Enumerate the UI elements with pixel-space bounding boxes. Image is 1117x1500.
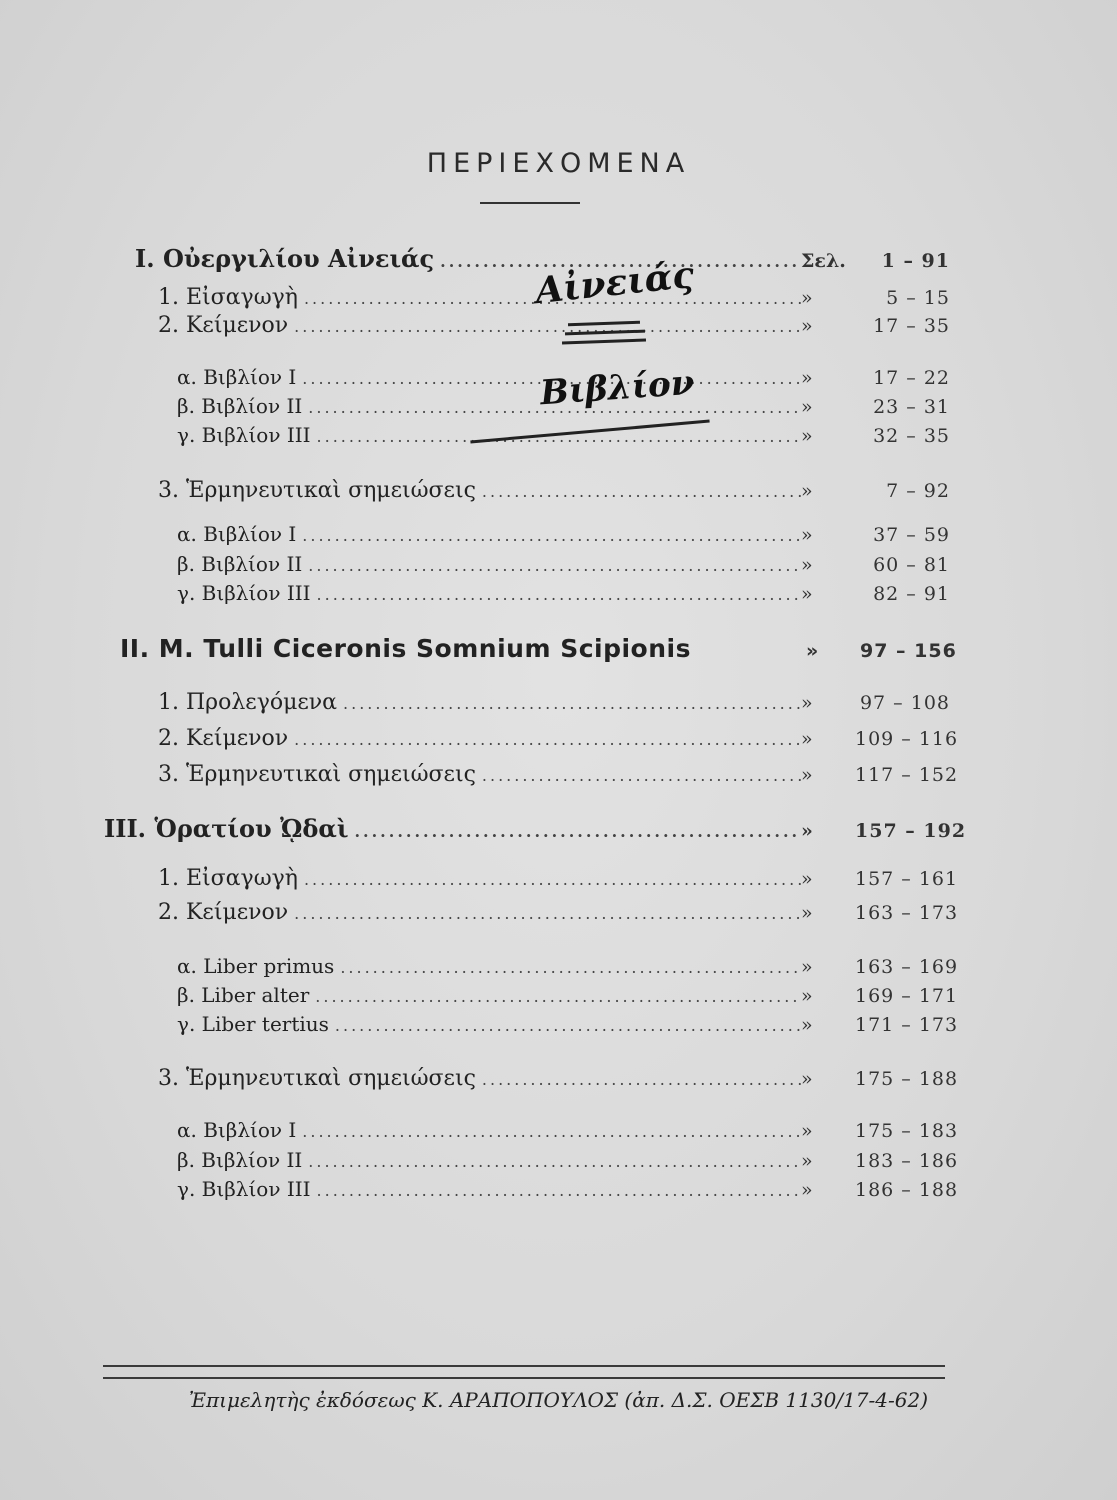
toc-label: β. Βιβλίον II xyxy=(177,1148,303,1172)
page-prefix: » xyxy=(801,728,813,750)
toc-label: 3. Ἑρμηνευτικαὶ σημειώσεις xyxy=(158,1066,476,1091)
page-range: 82 – 91 xyxy=(873,583,950,605)
toc-subentry xyxy=(177,954,959,978)
toc-entry xyxy=(158,313,950,338)
toc-subentry xyxy=(177,983,959,1007)
toc-label: III. Ὁρατίου ᾨδαὶ xyxy=(104,814,349,843)
dot-leader xyxy=(482,482,801,501)
page-range: 23 – 31 xyxy=(873,396,950,418)
dot-leader xyxy=(317,585,801,604)
page-range: 37 – 59 xyxy=(873,524,950,546)
dot-leader xyxy=(343,694,801,713)
dot-leader xyxy=(354,822,801,841)
toc-label: β. Liber alter xyxy=(177,983,310,1007)
toc-label: β. Βιβλίον II xyxy=(177,552,303,576)
page-prefix: » xyxy=(801,524,813,546)
footer-rule xyxy=(103,1365,945,1367)
page-range: 171 – 173 xyxy=(855,1014,959,1036)
dot-leader xyxy=(335,1016,801,1035)
footer-credit: Ἐπιμελητὴς ἐκδόσεως Κ. ΑΡΑΠΟΠΟΥΛΟΣ (ἀπ. Δ.Σ. ΟΕΣΒ 1130/17-4-62) xyxy=(188,1388,929,1412)
page-range: 175 – 183 xyxy=(855,1120,959,1142)
page-range: 157 – 161 xyxy=(855,868,959,890)
page-prefix: » xyxy=(801,1014,813,1036)
page-range: 32 – 35 xyxy=(873,425,950,447)
toc-entry xyxy=(158,726,959,751)
toc-entry xyxy=(158,762,959,787)
page-range: 183 – 186 xyxy=(855,1150,959,1172)
page-prefix: » xyxy=(801,1120,813,1142)
toc-section-3 xyxy=(104,814,967,843)
toc-label: γ. Βιβλίον III xyxy=(177,581,311,605)
dot-leader xyxy=(294,904,801,923)
page-prefix: » xyxy=(801,1179,813,1201)
dot-leader xyxy=(302,1122,801,1141)
page-prefix: » xyxy=(801,367,813,389)
toc-subentry xyxy=(177,1148,959,1172)
toc-label: 1. Εἰσαγωγὴ xyxy=(158,866,298,891)
footer-rule xyxy=(103,1377,945,1379)
toc-label: α. Βιβλίον I xyxy=(177,522,297,546)
page-prefix: » xyxy=(801,315,813,337)
dot-leader xyxy=(294,730,801,749)
page-prefix: » xyxy=(801,692,813,714)
toc-entry xyxy=(158,866,959,891)
page-range: 169 – 171 xyxy=(855,985,959,1007)
dot-leader xyxy=(308,556,801,575)
dot-leader xyxy=(317,427,801,446)
page-range: 97 – 156 xyxy=(860,640,957,662)
dot-leader xyxy=(294,317,801,336)
toc-label: I. Οὐεργιλίου Αἰνειάς xyxy=(135,244,435,273)
page-prefix: » xyxy=(801,554,813,576)
page-range: 163 – 173 xyxy=(855,902,959,924)
page-range: 7 – 92 xyxy=(886,480,950,502)
dot-leader xyxy=(302,526,801,545)
toc-subentry xyxy=(177,1012,959,1036)
handwritten-note: Αἰνειάς xyxy=(533,253,697,313)
page-range: 97 – 108 xyxy=(859,692,950,714)
page-prefix: Σελ. xyxy=(801,250,846,272)
page-range: 117 – 152 xyxy=(855,764,959,786)
toc-label: II. M. Tulli Ciceronis Somnium Scipionis xyxy=(120,634,691,663)
page-prefix: » xyxy=(801,956,813,978)
toc-entry xyxy=(158,690,950,715)
page-range: 1 – 91 xyxy=(881,250,950,272)
page-range: 17 – 35 xyxy=(873,315,950,337)
toc-label: 1. Εἰσαγωγὴ xyxy=(158,285,298,310)
page-prefix: » xyxy=(801,868,813,890)
toc-label: β. Βιβλίον II xyxy=(177,394,303,418)
dot-leader xyxy=(315,987,801,1006)
toc-entry xyxy=(158,900,959,925)
page-range: 163 – 169 xyxy=(855,956,959,978)
toc-label: γ. Liber tertius xyxy=(177,1012,329,1036)
toc-subentry xyxy=(177,1118,959,1142)
page-prefix: » xyxy=(801,287,813,309)
toc-entry xyxy=(158,478,950,503)
toc-label: α. Βιβλίον I xyxy=(177,365,297,389)
toc-label: α. Βιβλίον I xyxy=(177,1118,297,1142)
dot-leader xyxy=(317,1181,801,1200)
page-prefix: » xyxy=(801,764,813,786)
toc-label: 3. Ἑρμηνευτικαὶ σημειώσεις xyxy=(158,762,476,787)
page-range: 175 – 188 xyxy=(855,1068,959,1090)
toc-entry xyxy=(158,1066,959,1091)
dot-leader xyxy=(304,870,801,889)
toc-subentry xyxy=(177,1177,959,1201)
page-prefix: » xyxy=(801,1068,813,1090)
dot-leader xyxy=(482,766,801,785)
handwritten-note: Βιβλίον xyxy=(538,362,696,414)
toc-label: α. Liber primus xyxy=(177,954,335,978)
page-prefix: » xyxy=(801,396,813,418)
page-title: ΠΕΡΙΕΧΟΜΕΝΑ xyxy=(426,148,691,179)
page-prefix: » xyxy=(801,480,813,502)
toc-label: 2. Κείμενον xyxy=(158,900,289,925)
page-range: 60 – 81 xyxy=(873,554,950,576)
toc-label: 2. Κείμενον xyxy=(158,313,289,338)
toc-label: 2. Κείμενον xyxy=(158,726,289,751)
dot-leader xyxy=(482,1070,801,1089)
page-range: 186 – 188 xyxy=(855,1179,959,1201)
page-range: 5 – 15 xyxy=(886,287,950,309)
toc-section-2 xyxy=(120,634,955,663)
page-range: 17 – 22 xyxy=(873,367,950,389)
page-prefix: » xyxy=(801,985,813,1007)
page-prefix: » xyxy=(806,640,819,662)
toc-subentry xyxy=(177,581,950,605)
toc-label: 3. Ἑρμηνευτικαὶ σημειώσεις xyxy=(158,478,476,503)
page-prefix: » xyxy=(801,583,813,605)
page-prefix: » xyxy=(801,902,813,924)
toc-subentry xyxy=(177,552,950,576)
dot-leader xyxy=(308,1152,801,1171)
toc-subentry xyxy=(177,522,950,546)
page-range: 109 – 116 xyxy=(855,728,959,750)
page-range: 157 – 192 xyxy=(855,820,967,842)
page-prefix: » xyxy=(801,820,813,842)
toc-label: 1. Προλεγόμενα xyxy=(158,690,338,715)
toc-label: γ. Βιβλίον III xyxy=(177,423,311,447)
dot-leader xyxy=(340,958,801,977)
page-prefix: » xyxy=(801,425,813,447)
page-prefix: » xyxy=(801,1150,813,1172)
toc-label: γ. Βιβλίον III xyxy=(177,1177,311,1201)
